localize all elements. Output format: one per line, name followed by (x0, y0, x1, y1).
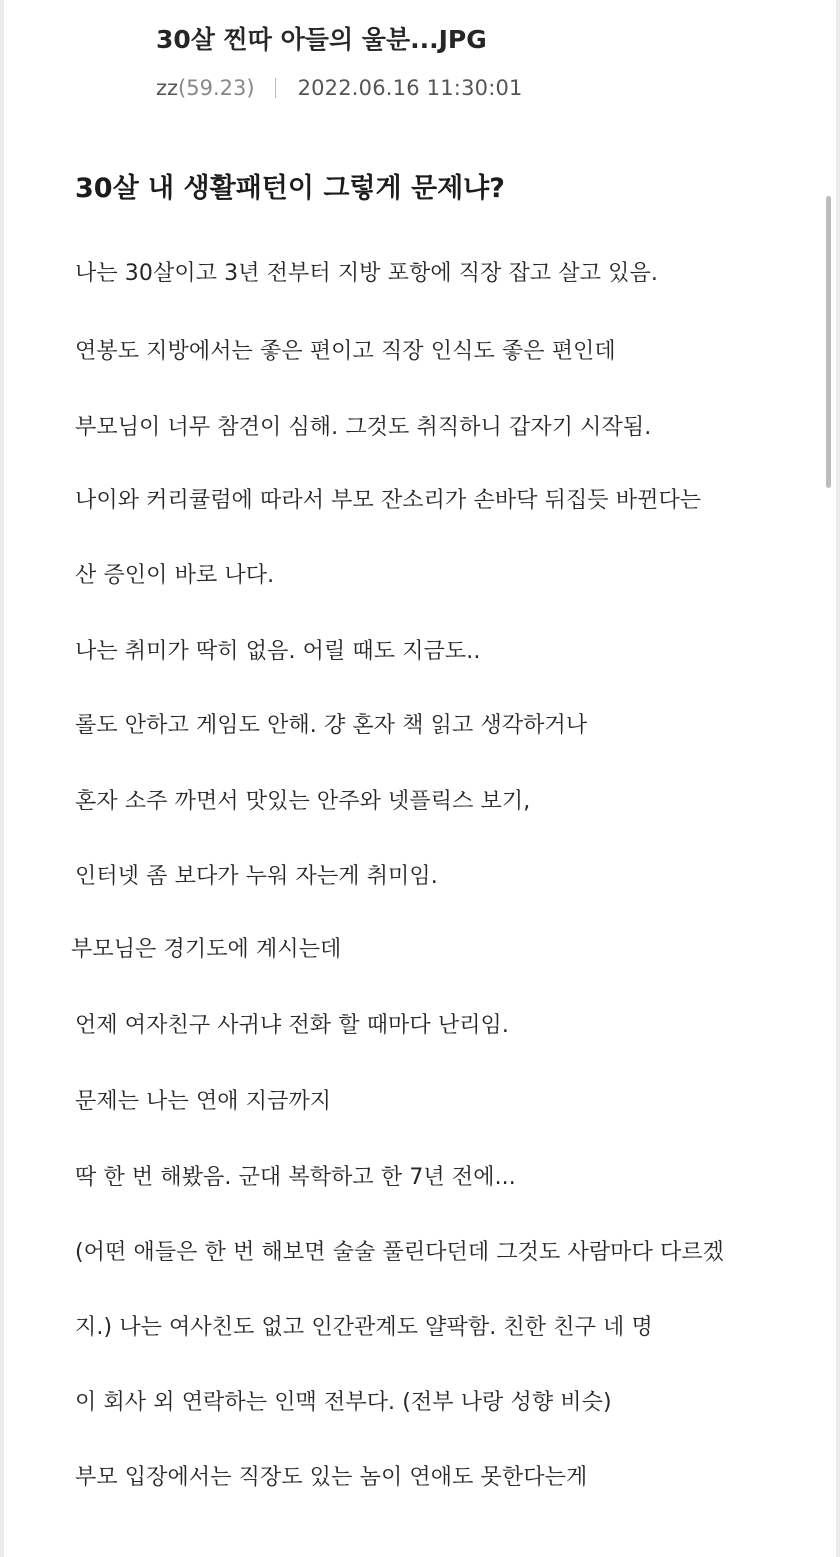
left-edge (0, 0, 4, 1557)
article-line: 나는 30살이고 3년 전부터 지방 포항에 직장 잡고 살고 있음. (75, 261, 658, 286)
article-line: 부모님이 너무 참견이 심해. 그것도 취직하니 갑자기 시작됨. (75, 415, 652, 440)
article-line: 딱 한 번 해봤음. 군대 복학하고 한 7년 전에... (75, 1165, 516, 1190)
article-line: 혼자 소주 까면서 맛있는 안주와 넷플릭스 보기, (75, 789, 531, 814)
article-line: (어떤 애들은 한 번 해보면 술술 풀린다던데 그것도 사람마다 다르겠 (75, 1240, 725, 1265)
article-line: 나는 취미가 딱히 없음. 어릴 때도 지금도.. (75, 639, 481, 664)
right-edge (836, 0, 840, 1557)
article-line: 연봉도 지방에서는 좋은 편이고 직장 인식도 좋은 편인데 (75, 339, 616, 364)
post-date: 2022.06.16 11:30:01 (297, 76, 523, 100)
article-headline: 30살 내 생활패턴이 그렇게 문제냐? (75, 173, 505, 204)
article-line: 인터넷 좀 보다가 누워 자는게 취미임. (75, 864, 438, 889)
scrollbar-thumb[interactable] (826, 196, 831, 488)
article-line: 산 증인이 바로 나다. (75, 563, 275, 588)
article-line: 지.) 나는 여사친도 없고 인간관계도 얄팍함. 친한 친구 네 명 (75, 1315, 653, 1340)
article-line: 나이와 커리큘럼에 따라서 부모 잔소리가 손바닥 뒤집듯 바뀐다는 (75, 488, 702, 513)
article-line: 언제 여자친구 사귀냐 전화 할 때마다 난리임. (75, 1013, 509, 1038)
post-title: 30살 찐따 아들의 울분...JPG (156, 25, 487, 54)
post-meta (156, 76, 523, 100)
article-line: 부모님은 경기도에 계시는데 (71, 937, 342, 962)
article-line: 문제는 나는 연애 지금까지 (75, 1089, 332, 1114)
article-line: 부모 입장에서는 직장도 있는 놈이 연애도 못한다는게 (75, 1465, 588, 1490)
meta-divider (275, 78, 276, 98)
author-score: (59.23) (178, 76, 255, 100)
article-line: 이 회사 외 연락하는 인맥 전부다. (전부 나랑 성향 비슷) (75, 1390, 612, 1415)
article-line: 롤도 안하고 게임도 안해. 걍 혼자 책 읽고 생각하거나 (75, 713, 588, 738)
author-name[interactable]: zz (156, 76, 179, 100)
